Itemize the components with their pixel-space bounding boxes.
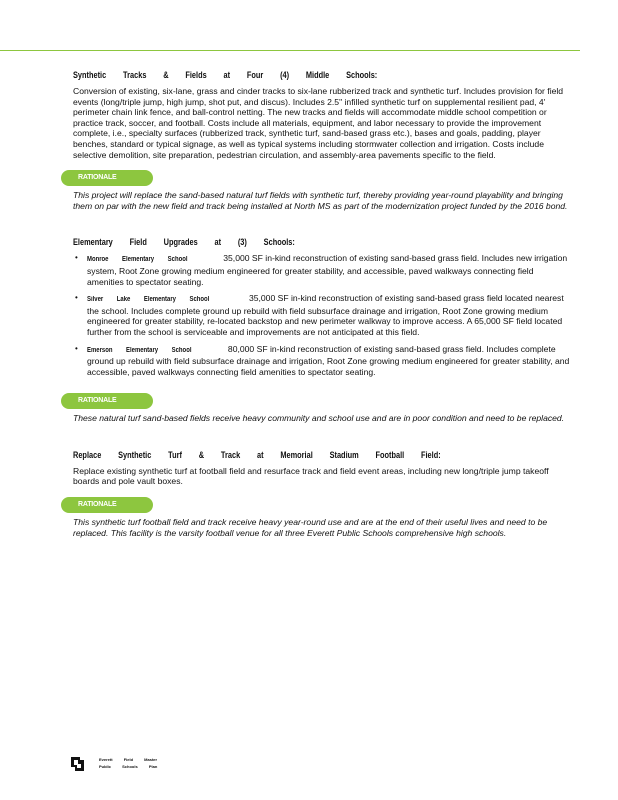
rationale-badge: RATIONALE [61,393,153,409]
section-heading: Synthetic Tracks & Fields at Four (4) Middle Schools: [73,70,378,80]
school-description: 35,000 SF in-kind reconstruction of existing sand-based grass field located nearest the school. Includes complete ground up rebuild with field subsurface drainage and irrigation, Root Zone growing medium engineered for greater stability, re-located backstop and new perimeter walkway to improve access. A 65,000 SF field located further from the school is serviceable and improvements are not anticipated at this field. [87,293,564,337]
section-heading: Elementary Field Upgrades at (3) Schools: [73,237,295,248]
section-heading: Replace Synthetic Turf & Track at Memorial Stadium Football Field: [73,449,441,460]
footer-word: Plan [148,764,158,769]
top-rule [0,50,580,51]
rationale-text: These natural turf sand-based fields receive heavy community and school use and are in poor condition and need to be replaced. [73,413,565,424]
school-name: Monroe Elementary School [87,256,188,264]
section-memorial-stadium [73,450,571,538]
footer [71,756,211,776]
footer-line-1 [99,756,157,763]
section-middle-schools [73,70,571,211]
footer-word: Public [99,764,112,769]
footer-word: Master [144,757,158,762]
list-item [87,253,571,287]
school-name: Emerson Elementary School [87,346,192,354]
section-elementary [73,237,571,424]
section-body: Conversion of existing, six-lane, grass and cinder tracks to six-lane rubberized track and synthetic turf. Includes provision for field events (long/triple jump, high jump, shot put, and discus). Includes 2.5" infilled synthetic turf on supplemental resilient pad, 4' perimeter chain link fence, and ball-control netting. The new tracks and fields will accommodate middle school competition or practice track, soccer, and football. Costs include all materials, equipment, and labor necessary to provide the improvement complete, i.e., specialty surfaces (rubberized track, synthetic turf, sand-based grass etc.), bases and goals, padding, player benches, standard or typical signage, as well as typical systems including stormwater collection and irrigation. Costs include selective demolition, site preparation, pedestrian circulation, and assembly-area pavements specific to the field. [73,86,564,160]
footer-line-2 [99,763,157,770]
footer-word: Schools [122,764,138,769]
rationale-text: This synthetic turf football field and track receive heavy year-round use and are at the end of their useful lives and need to be replaced. This facility is the varsity football venue for all three Everett Public Schools comprehensive high schools. [73,517,548,538]
rationale-badge: RATIONALE [61,170,153,186]
rationale-badge: RATIONALE [61,497,153,513]
section-body: Replace existing synthetic turf at football field and resurface track and field event areas, including new long/triple jump takeoff boards and pole vault boxes. [73,465,549,487]
school-list [73,253,571,377]
school-description: 80,000 SF in-kind reconstruction of existing sand-based grass field. Includes complete ground up rebuild with field subsurface drainage and irrigation, Root Zone growing medium engineered for greater stability, and accessible, paved walkways connecting field amenities to spectator seating. [87,343,570,377]
page-content [73,70,571,556]
footer-text [99,756,157,770]
school-description: 35,000 SF in-kind reconstruction of existing sand-based grass field. Includes new irrigation system, Root Zone growing medium engineered for greater stability, and accessible, paved walkways connecting field amenities to spectator seating. [87,253,568,287]
footer-word: Field [123,757,134,762]
rationale-text: This project will replace the sand-based natural turf fields with synthetic turf, thereby providing year-round playability and bringing them on par with the new field and track being installed at North MS as part of the modernization project funded by the 2016 bond. [73,190,568,211]
list-item [87,293,571,337]
school-name: Silver Lake Elementary School [87,296,210,304]
footer-word: Everett [99,757,113,762]
list-item [87,344,571,378]
district-logo-icon [71,756,85,772]
